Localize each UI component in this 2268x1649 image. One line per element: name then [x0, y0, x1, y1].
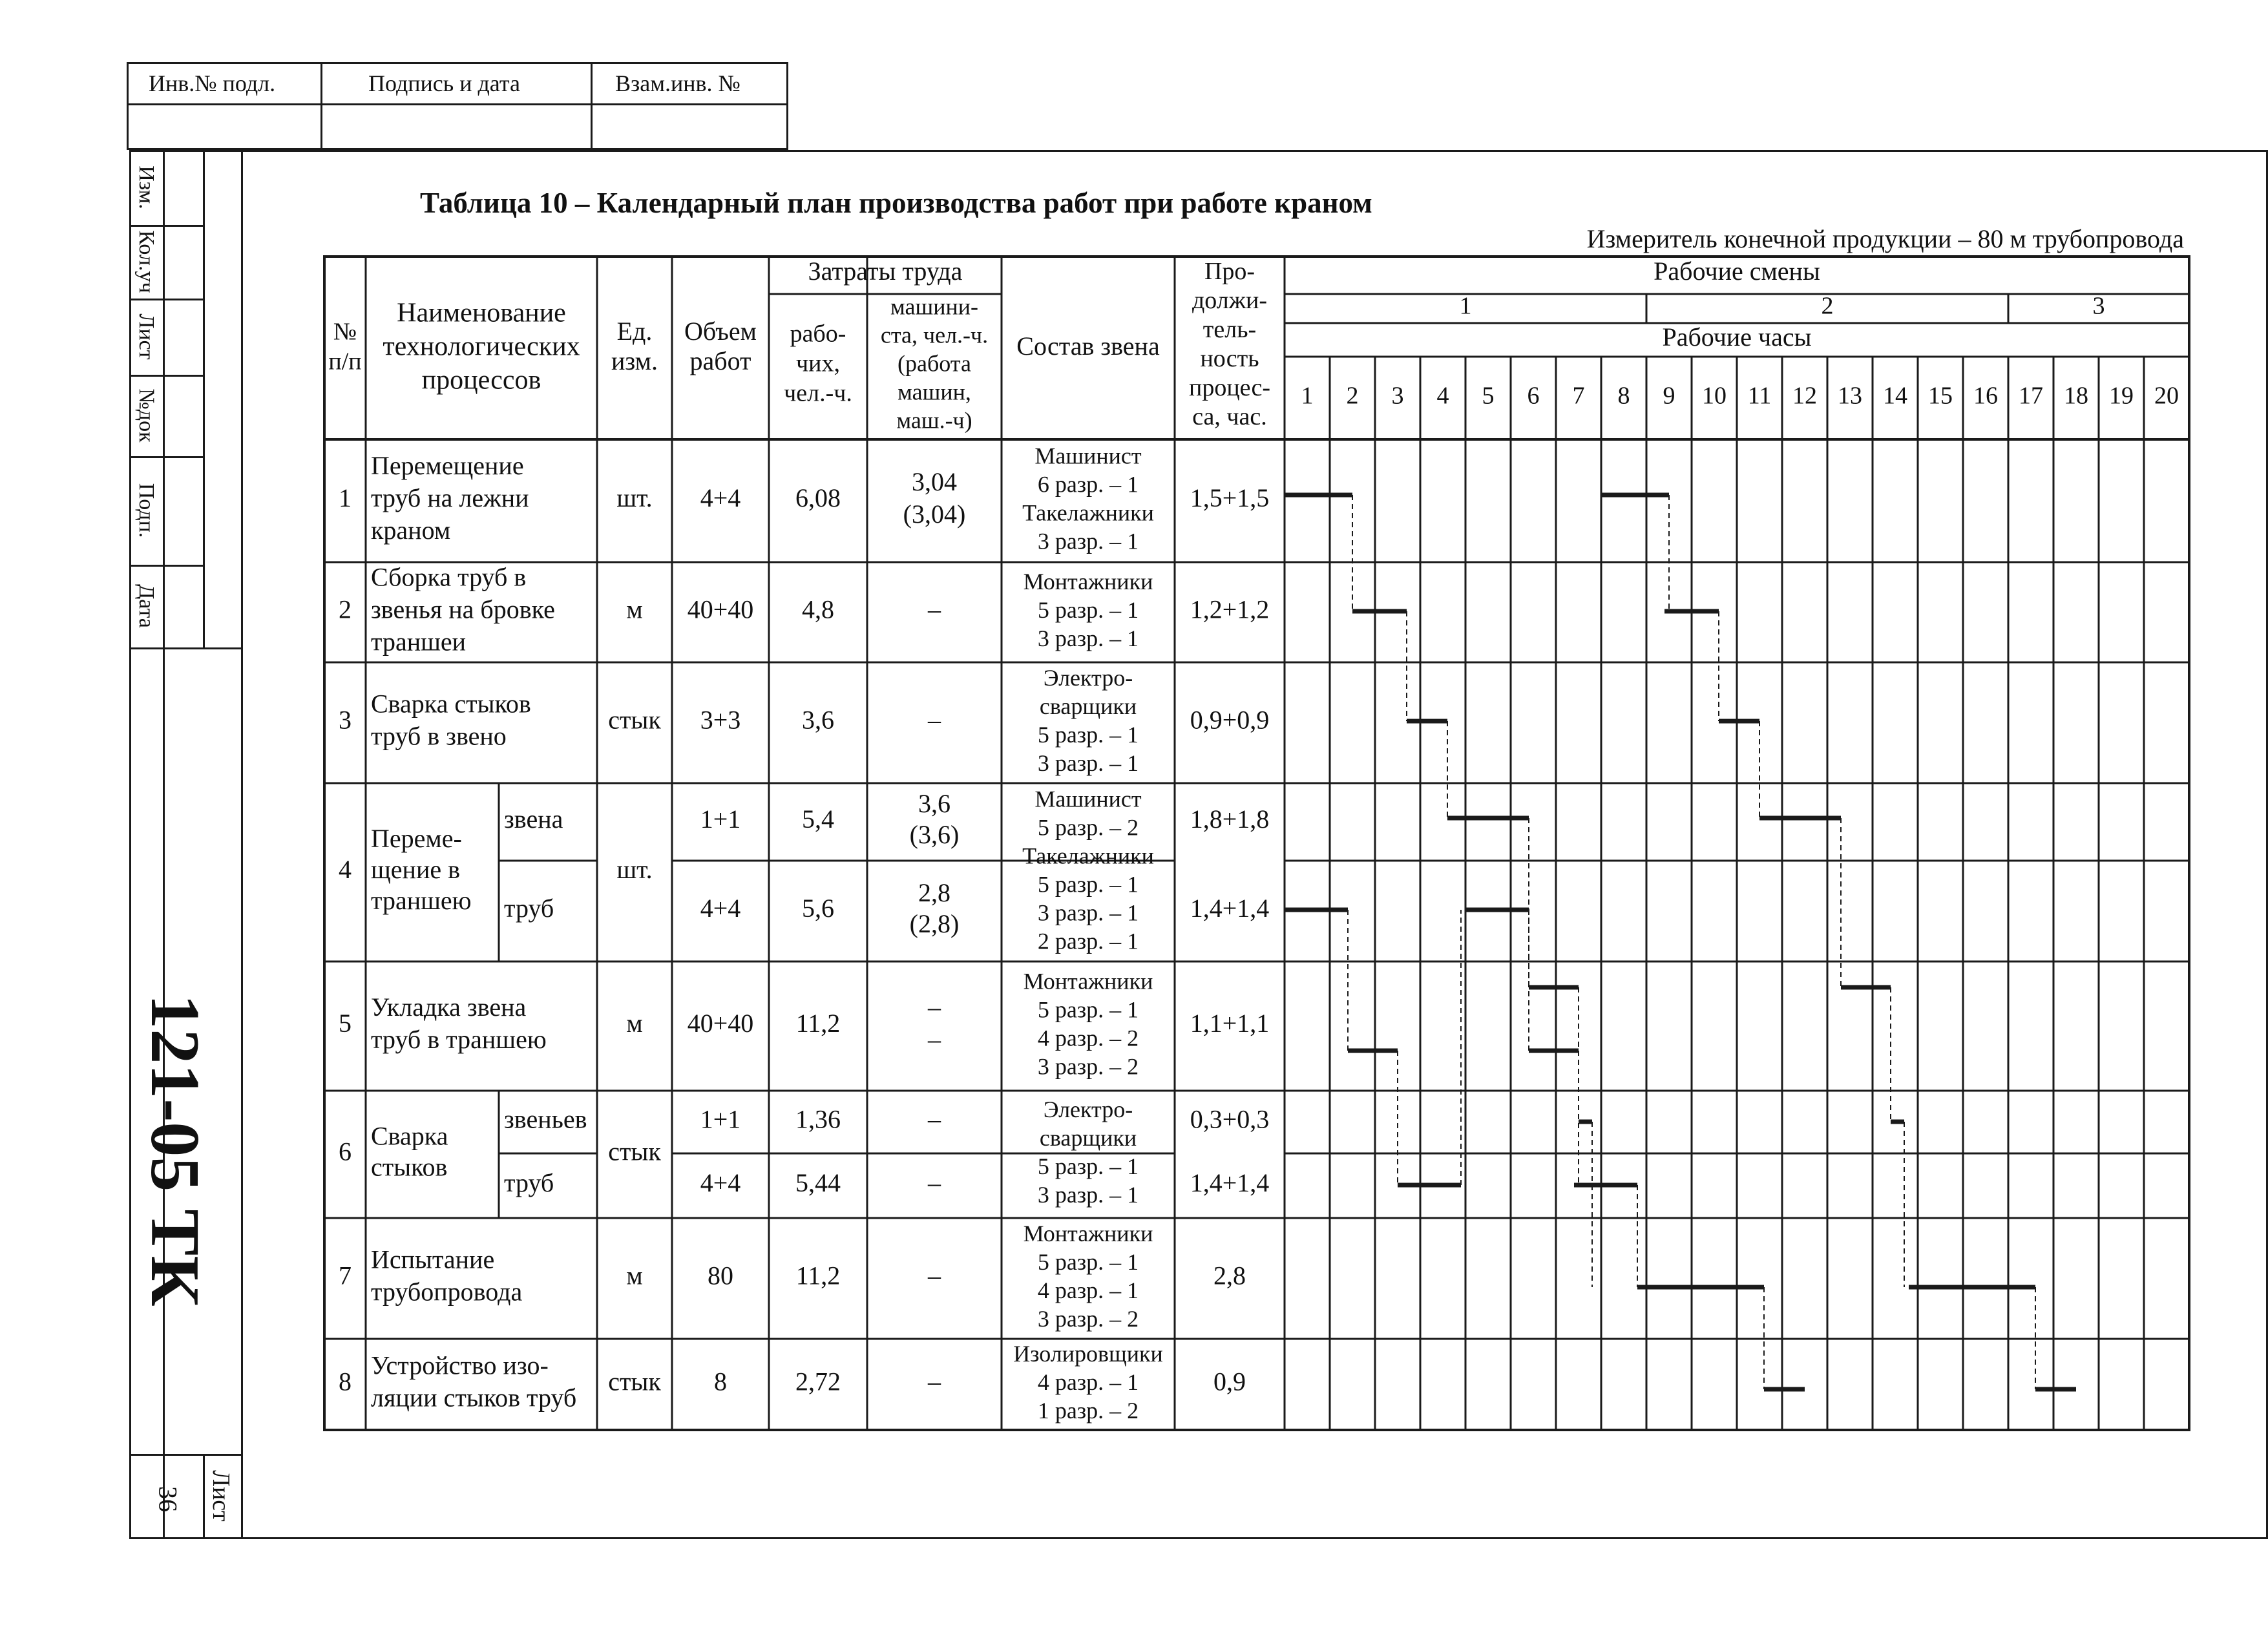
header-hour: 2 — [1346, 382, 1359, 410]
header-workers: рабо- — [790, 320, 846, 348]
row-unit: стык — [608, 1137, 661, 1166]
header-unit: изм. — [611, 346, 658, 376]
row-machinists: (2,8) — [909, 909, 960, 939]
row-machinists: – — [928, 705, 941, 735]
row-volume: 80 — [708, 1261, 733, 1290]
row-name: краном — [371, 516, 451, 545]
row-machinists: – — [928, 594, 941, 624]
row-unit: м — [626, 1009, 643, 1038]
header-hour: 4 — [1436, 382, 1449, 410]
row-crew: Машинист — [1034, 786, 1142, 812]
row-crew: Электро- — [1043, 664, 1133, 691]
row-machinists: – — [928, 1261, 941, 1290]
header-hour: 20 — [2154, 382, 2179, 410]
row-duration: 1,5+1,5 — [1190, 483, 1270, 513]
header-volume: Объем — [684, 317, 757, 346]
header-workers: чел.-ч. — [784, 379, 852, 407]
row-name: труб в траншею — [371, 1025, 547, 1055]
row-volume: 4+4 — [700, 483, 741, 513]
header-machinists: машини- — [890, 293, 979, 320]
row-machinists: (3,04) — [903, 499, 966, 529]
header-duration: тель- — [1202, 316, 1257, 344]
row-machinists: – — [928, 1025, 941, 1055]
row-crew: 5 разр. – 2 — [1037, 814, 1139, 841]
header-crew: Состав звена — [1016, 331, 1160, 361]
row-duration: 1,4+1,4 — [1190, 894, 1270, 923]
row-crew: Такелажники — [1022, 499, 1154, 526]
row-name: траншеи — [371, 627, 467, 656]
header-hour: 14 — [1883, 382, 1907, 410]
row-machinists: 3,6 — [918, 789, 950, 819]
row-unit: шт. — [616, 855, 653, 885]
row-crew: Изолировщики — [1013, 1340, 1163, 1367]
row-crew: Такелажники — [1022, 843, 1154, 869]
row-workers: 4,8 — [802, 594, 834, 624]
row-name: Укладка звена — [371, 993, 527, 1022]
row-name: звенья на бровке — [371, 594, 555, 624]
row-machinists: – — [928, 1367, 941, 1396]
header-hour: 9 — [1663, 382, 1675, 410]
row-crew: 5 разр. – 1 — [1037, 996, 1139, 1023]
row-crew: 3 разр. – 2 — [1037, 1305, 1139, 1332]
row-crew: Машинист — [1034, 443, 1142, 469]
header-labor: Затраты труда — [808, 257, 963, 286]
side-label-data: Дата — [134, 584, 158, 628]
row-name: Сварка — [371, 1121, 448, 1151]
row-crew: Монтажники — [1023, 568, 1153, 594]
header-hour: 16 — [1973, 382, 1998, 410]
row-crew: Электро- — [1043, 1096, 1133, 1122]
side-label-izm: Изм. — [134, 165, 158, 209]
row-duration: 1,1+1,1 — [1190, 1009, 1270, 1038]
row-name: щение в — [371, 855, 461, 885]
row-volume: 8 — [714, 1367, 727, 1396]
header-hour: 18 — [2064, 382, 2088, 410]
row-crew: Монтажники — [1023, 968, 1153, 994]
row-crew: Монтажники — [1023, 1220, 1153, 1246]
row-name: труб в звено — [371, 721, 507, 751]
row-name: труб на лежни — [371, 483, 529, 513]
row-crew: сварщики — [1039, 693, 1137, 719]
row-machinists: – — [928, 1104, 941, 1134]
side-label-podp: Подп. — [134, 483, 158, 538]
row-unit: стык — [608, 705, 661, 735]
header-shift-1: 1 — [1459, 292, 1472, 320]
row-volume: 1+1 — [700, 1104, 741, 1134]
sheet-number: 36 — [153, 1486, 183, 1512]
row-volume: 40+40 — [687, 594, 754, 624]
document-code: 121-05 ТК — [136, 994, 213, 1307]
row-num: 5 — [339, 1009, 352, 1038]
row-num: 1 — [339, 483, 352, 513]
header-hour: 15 — [1928, 382, 1953, 410]
stamp-header-sign: Подпись и дата — [368, 70, 520, 96]
header-hour: 3 — [1391, 382, 1404, 410]
row-num: 7 — [339, 1261, 352, 1290]
row-crew: сварщики — [1039, 1124, 1137, 1151]
row-duration: 1,8+1,8 — [1190, 804, 1270, 834]
stamp-header-replace: Взам.инв. № — [615, 70, 740, 96]
row-name: Переме- — [371, 824, 462, 854]
row-sublabel: звеньев — [504, 1104, 587, 1134]
row-crew: 3 разр. – 1 — [1037, 625, 1139, 651]
row-unit: м — [626, 1261, 643, 1290]
row-sublabel: труб — [504, 1168, 554, 1198]
header-machinists: маш.-ч) — [896, 407, 972, 434]
row-num: 3 — [339, 705, 352, 735]
row-name: ляции стыков труб — [371, 1383, 577, 1413]
row-machinists: – — [928, 993, 941, 1022]
header-hour: 7 — [1572, 382, 1585, 410]
sheet-label: Лист — [207, 1470, 235, 1522]
row-machinists: – — [928, 1168, 941, 1198]
row-crew: 1 разр. – 2 — [1037, 1397, 1139, 1423]
row-crew: 2 разр. – 1 — [1037, 928, 1139, 954]
row-name: Сборка труб в — [371, 562, 527, 592]
row-workers: 5,6 — [802, 894, 834, 923]
row-num: 2 — [339, 594, 352, 624]
row-name: трубопровода — [371, 1277, 523, 1307]
row-workers: 5,44 — [795, 1168, 841, 1198]
side-label-ndok: №док — [134, 388, 158, 443]
row-workers: 1,36 — [795, 1104, 841, 1134]
header-hour: 12 — [1792, 382, 1817, 410]
row-machinists: (3,6) — [909, 820, 960, 850]
row-workers: 3,6 — [802, 705, 834, 735]
row-num: 8 — [339, 1367, 352, 1396]
header-hour: 17 — [2019, 382, 2043, 410]
header-duration: Про- — [1204, 258, 1255, 286]
header-name: Наименование — [397, 298, 566, 328]
header-workers: чих, — [796, 350, 840, 377]
row-unit: стык — [608, 1367, 661, 1396]
header-hour: 1 — [1301, 382, 1314, 410]
row-volume: 4+4 — [700, 1168, 741, 1198]
table-title: Таблица 10 – Календарный план производства работ при работе краном — [420, 187, 1372, 219]
header-machinists: (работа — [898, 350, 971, 377]
row-crew: 5 разр. – 1 — [1037, 596, 1139, 623]
stamp-header-inv: Инв.№ подл. — [149, 70, 276, 96]
row-name: траншею — [371, 886, 472, 916]
row-duration: 1,4+1,4 — [1190, 1168, 1270, 1198]
row-crew: 4 разр. – 1 — [1037, 1369, 1139, 1395]
row-volume: 4+4 — [700, 894, 741, 923]
side-label-list: Лист — [134, 313, 158, 360]
row-workers: 5,4 — [802, 804, 834, 834]
row-duration: 2,8 — [1213, 1261, 1246, 1290]
header-hour: 11 — [1747, 382, 1772, 410]
row-crew: 3 разр. – 2 — [1037, 1053, 1139, 1080]
row-workers: 2,72 — [795, 1367, 841, 1396]
row-crew: 4 разр. – 1 — [1037, 1277, 1139, 1303]
row-duration: 0,9 — [1213, 1367, 1246, 1396]
row-volume: 40+40 — [687, 1009, 754, 1038]
side-label-kolch: Кол.уч — [134, 230, 158, 293]
row-num: 4 — [339, 855, 352, 885]
header-unit: Ед. — [616, 317, 653, 346]
row-sublabel: труб — [504, 894, 554, 923]
row-workers: 11,2 — [795, 1261, 841, 1290]
header-machinists: машин, — [898, 379, 971, 405]
row-workers: 11,2 — [795, 1009, 841, 1038]
header-hour: 13 — [1838, 382, 1862, 410]
header-hour: 5 — [1482, 382, 1495, 410]
row-name: Испытание — [371, 1245, 495, 1274]
row-name: Устройство изо- — [371, 1350, 549, 1380]
row-machinists: 2,8 — [918, 878, 950, 908]
row-unit: шт. — [616, 483, 653, 513]
header-volume: работ — [689, 346, 751, 376]
row-duration: 1,2+1,2 — [1190, 594, 1270, 624]
header-hours-title: Рабочие часы — [1662, 322, 1812, 352]
header-num: № — [333, 318, 357, 346]
header-shift-2: 2 — [1821, 292, 1834, 320]
table-border — [324, 257, 2189, 1430]
header-shift-3: 3 — [2092, 292, 2105, 320]
row-crew: 3 разр. – 1 — [1037, 528, 1139, 554]
row-crew: 3 разр. – 1 — [1037, 750, 1139, 776]
header-name: технологических — [383, 331, 580, 362]
row-workers: 6,08 — [795, 483, 841, 513]
header-hour: 8 — [1617, 382, 1630, 410]
header-num: п/п — [328, 348, 362, 375]
row-crew: 3 разр. – 1 — [1037, 1181, 1139, 1208]
row-sublabel: звена — [504, 804, 563, 834]
header-duration: ность — [1200, 345, 1259, 373]
row-volume: 3+3 — [700, 705, 741, 735]
row-crew: 5 разр. – 1 — [1037, 721, 1139, 748]
header-duration: са, час. — [1192, 403, 1267, 431]
row-name: Сварка стыков — [371, 689, 531, 719]
row-unit: м — [626, 594, 643, 624]
row-volume: 1+1 — [700, 804, 741, 834]
row-name: Перемещение — [371, 451, 524, 481]
header-duration: процес- — [1188, 374, 1271, 402]
row-crew: 3 разр. – 1 — [1037, 899, 1139, 926]
header-shifts-title: Рабочие смены — [1654, 257, 1820, 286]
row-duration: 0,9+0,9 — [1190, 705, 1270, 735]
row-duration: 0,3+0,3 — [1190, 1104, 1270, 1134]
header-name: процессов — [421, 365, 541, 395]
header-hour: 10 — [1702, 382, 1727, 410]
table-subtitle: Измеритель конечной продукции – 80 м трубопровода — [1586, 224, 2184, 253]
row-machinists: 3,04 — [912, 467, 957, 497]
header-hour: 6 — [1527, 382, 1540, 410]
row-crew: 4 разр. – 2 — [1037, 1025, 1139, 1051]
row-crew: 6 разр. – 1 — [1037, 471, 1139, 498]
header-machinists: ста, чел.-ч. — [880, 322, 989, 348]
row-crew: 5 разр. – 1 — [1037, 1248, 1139, 1275]
header-hour: 19 — [2109, 382, 2134, 410]
row-num: 6 — [339, 1137, 352, 1166]
row-crew: 5 разр. – 1 — [1037, 871, 1139, 898]
row-name: стыков — [371, 1152, 448, 1182]
header-duration: должи- — [1192, 287, 1268, 315]
row-crew: 5 разр. – 1 — [1037, 1153, 1139, 1179]
